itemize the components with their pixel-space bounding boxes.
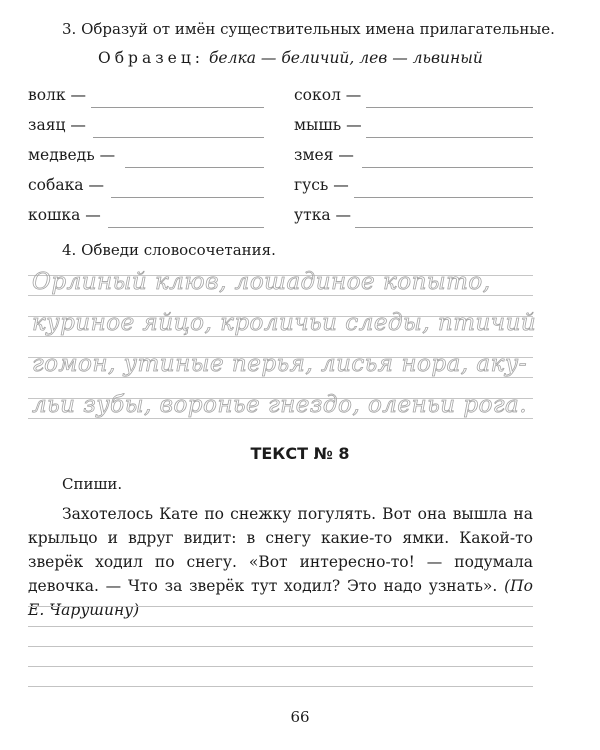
sample-line [98,49,483,67]
word-label: собака — [28,176,104,194]
answer-line[interactable] [111,197,264,198]
word-label: мышь — [294,116,362,134]
writing-line[interactable] [28,626,533,627]
answer-line[interactable] [93,137,264,138]
cursive-row-1[interactable] [28,271,533,301]
word-row-left-3 [28,146,264,176]
sample-text: белка — беличий, лев — львиный [208,49,483,67]
word-row-right-5 [294,206,533,236]
copy-instruction: Спиши. [62,475,123,493]
answer-line[interactable] [355,227,533,228]
writing-line[interactable] [28,666,533,667]
text-heading: ТЕКСТ № 8 [250,444,350,463]
cursive-text: Орлиный клюв, лошадиное копыто, [32,269,491,295]
word-label: утка — [294,206,352,224]
answer-line[interactable] [125,167,264,168]
word-label: кошка — [28,206,101,224]
answer-line[interactable] [366,137,533,138]
task-4-title: 4. Обведи словосочетания. [62,241,276,259]
answer-line[interactable] [362,167,533,168]
sample-label: Образец: [98,49,205,67]
answer-line[interactable] [108,227,264,228]
word-label: волк — [28,86,87,104]
word-row-left-2 [28,116,264,146]
word-row-right-4 [294,176,533,206]
answer-line[interactable] [354,197,533,198]
word-row-left-4 [28,176,264,206]
cursive-row-4[interactable] [28,394,533,424]
word-row-right-2 [294,116,533,146]
cursive-text: куриное яйцо, кроличьи следы, птичий [32,310,537,336]
text-source: (По Е. Чарушину) [28,577,533,619]
answer-line[interactable] [91,107,264,108]
cursive-row-3[interactable] [28,353,533,383]
cursive-row-2[interactable] [28,310,537,342]
word-label: гусь — [294,176,349,194]
word-label: заяц — [28,116,86,134]
word-label: сокол — [294,86,362,104]
word-label: змея — [294,146,354,164]
task-3-title: 3. Образуй от имён существительных имена прилагательные. [62,20,555,38]
cursive-text: льи зубы, воронье гнездо, оленьи рога. [32,392,528,418]
text-paragraph [28,502,533,622]
word-row-right-1 [294,86,533,116]
cursive-text: гомон, утиные перья, лисья нора, аку- [32,351,527,377]
word-label: медведь — [28,146,116,164]
word-row-right-3 [294,146,533,176]
page-number: 66 [290,708,310,726]
answer-line[interactable] [366,107,533,108]
writing-line[interactable] [28,686,533,687]
word-row-left-1 [28,86,264,116]
writing-line[interactable] [28,606,533,607]
writing-line[interactable] [28,646,533,647]
word-row-left-5 [28,206,264,236]
text-body: Захотелось Кате по снежку погулять. Вот она вышла на крыльцо и вдруг видит: в снегу какие-то ямки. Какой-то зверёк ходил по снегу. «Вот интересно-то! — подумала девочка. — Что за зверёк тут ходил? Это надо узнать». [28,505,533,595]
